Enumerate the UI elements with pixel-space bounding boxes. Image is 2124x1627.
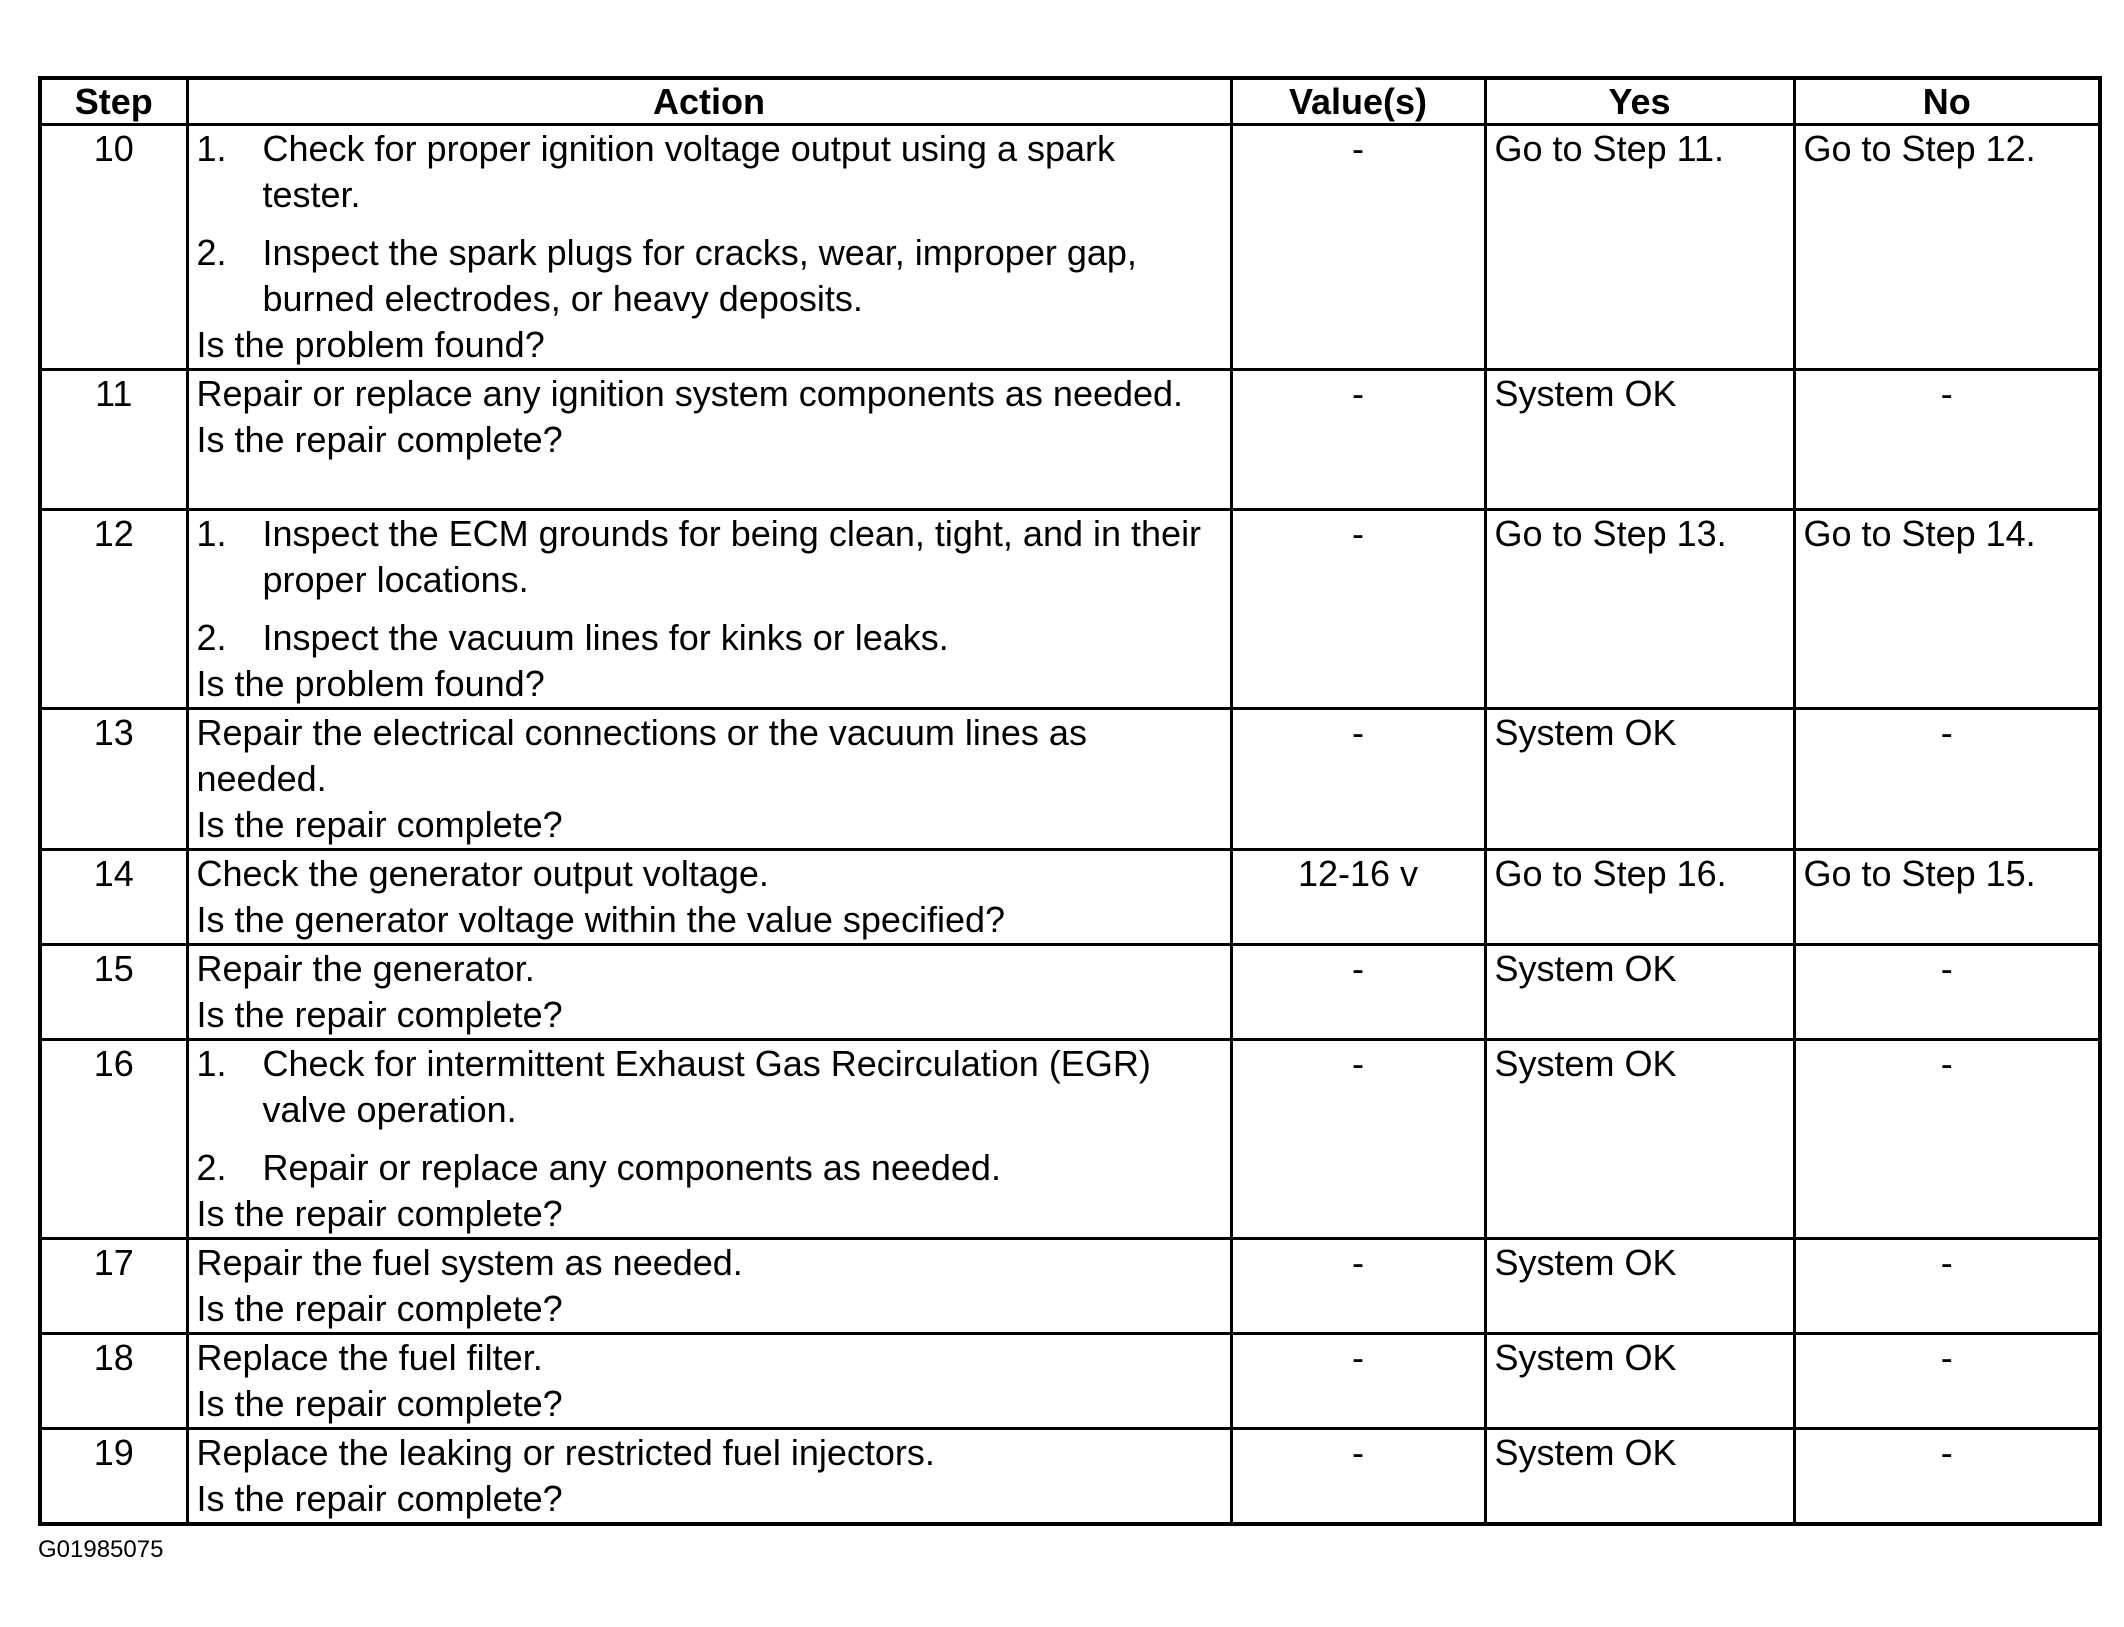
table-row	[40, 1040, 2100, 1239]
table-body	[40, 125, 2100, 1525]
step-cell: 19	[40, 1429, 187, 1525]
action-step-text: Check for intermittent Exhaust Gas Recirculation (EGR) valve operation.	[262, 1043, 1151, 1130]
yes-cell: System OK	[1485, 1429, 1794, 1525]
table-row	[40, 850, 2100, 945]
no-cell: -	[1794, 370, 2100, 510]
step-cell: 17	[40, 1239, 187, 1334]
action-text: Repair or replace any ignition system components as needed.	[196, 373, 1184, 414]
step-cell: 10	[40, 125, 187, 370]
action-question: Is the repair complete?	[196, 1478, 563, 1519]
table-row	[40, 510, 2100, 709]
action-text: Check the generator output voltage.	[196, 853, 769, 894]
value-cell: -	[1231, 709, 1485, 850]
value-cell: -	[1231, 1429, 1485, 1525]
action-cell	[187, 1239, 1231, 1334]
action-steps	[197, 1041, 1222, 1191]
action-step-text: Inspect the vacuum lines for kinks or leaks.	[262, 617, 949, 658]
no-cell: -	[1794, 945, 2100, 1040]
action-question: Is the generator voltage within the value specified?	[196, 899, 1006, 940]
table-row	[40, 1334, 2100, 1429]
figure-code: G01985075	[38, 1536, 164, 1563]
action-cell	[187, 510, 1231, 709]
action-step-text: Repair or replace any components as needed.	[262, 1147, 1001, 1188]
action-cell	[187, 1040, 1231, 1239]
action-step-number: 2.	[196, 617, 227, 658]
step-cell: 11	[40, 370, 187, 510]
yes-cell: Go to Step 13.	[1485, 510, 1794, 709]
yes-cell: System OK	[1485, 945, 1794, 1040]
action-text: Repair the electrical connections or the vacuum lines as needed.	[196, 712, 1087, 799]
yes-cell: System OK	[1485, 1334, 1794, 1429]
action-step	[197, 126, 1222, 218]
step-cell: 18	[40, 1334, 187, 1429]
value-cell: -	[1231, 1334, 1485, 1429]
action-step-number: 1.	[196, 128, 227, 169]
action-cell	[187, 1334, 1231, 1429]
action-question: Is the problem found?	[196, 663, 545, 704]
no-cell: Go to Step 14.	[1794, 510, 2100, 709]
value-cell: -	[1231, 510, 1485, 709]
action-question: Is the repair complete?	[196, 1288, 563, 1329]
diagnostic-table	[38, 76, 2102, 1526]
action-step	[197, 230, 1222, 322]
no-cell: Go to Step 15.	[1794, 850, 2100, 945]
action-step-number: 1.	[196, 513, 227, 554]
action-cell	[187, 945, 1231, 1040]
table-row	[40, 945, 2100, 1040]
action-step-text: Check for proper ignition voltage output using a spark tester.	[262, 128, 1116, 215]
action-cell	[187, 1429, 1231, 1525]
header-step: Step	[40, 78, 187, 125]
action-cell	[187, 850, 1231, 945]
no-cell: -	[1794, 1429, 2100, 1525]
value-cell: -	[1231, 1239, 1485, 1334]
header-yes: Yes	[1485, 78, 1794, 125]
step-cell: 14	[40, 850, 187, 945]
action-step	[197, 1041, 1222, 1133]
step-cell: 16	[40, 1040, 187, 1239]
yes-cell: System OK	[1485, 1040, 1794, 1239]
action-step	[197, 1145, 1222, 1191]
table-row	[40, 1429, 2100, 1525]
yes-cell: Go to Step 11.	[1485, 125, 1794, 370]
action-text: Repair the generator.	[196, 948, 535, 989]
yes-cell: System OK	[1485, 370, 1794, 510]
table-row	[40, 125, 2100, 370]
value-cell: -	[1231, 945, 1485, 1040]
no-cell: -	[1794, 1040, 2100, 1239]
action-question: Is the repair complete?	[196, 1383, 563, 1424]
action-question: Is the problem found?	[196, 324, 545, 365]
action-cell	[187, 125, 1231, 370]
no-cell: -	[1794, 1334, 2100, 1429]
action-step-text: Inspect the spark plugs for cracks, wear, improper gap, burned electrodes, or heavy deposits.	[262, 232, 1137, 319]
action-question: Is the repair complete?	[196, 804, 563, 845]
header-values: Value(s)	[1231, 78, 1485, 125]
value-cell: -	[1231, 370, 1485, 510]
action-text: Replace the leaking or restricted fuel injectors.	[196, 1432, 935, 1473]
yes-cell: Go to Step 16.	[1485, 850, 1794, 945]
action-step-number: 2.	[196, 232, 227, 273]
table-row	[40, 709, 2100, 850]
action-step	[197, 615, 1222, 661]
action-cell	[187, 709, 1231, 850]
action-cell	[187, 370, 1231, 510]
action-text: Replace the fuel filter.	[196, 1337, 543, 1378]
action-step-number: 1.	[196, 1043, 227, 1084]
header-action: Action	[187, 78, 1231, 125]
yes-cell: System OK	[1485, 1239, 1794, 1334]
value-cell: 12-16 v	[1231, 850, 1485, 945]
yes-cell: System OK	[1485, 709, 1794, 850]
no-cell: -	[1794, 1239, 2100, 1334]
step-cell: 13	[40, 709, 187, 850]
action-question: Is the repair complete?	[196, 994, 563, 1035]
value-cell: -	[1231, 125, 1485, 370]
action-step-text: Inspect the ECM grounds for being clean, tight, and in their proper locations.	[262, 513, 1202, 600]
action-step-number: 2.	[196, 1147, 227, 1188]
value-cell: -	[1231, 1040, 1485, 1239]
no-cell: Go to Step 12.	[1794, 125, 2100, 370]
action-question: Is the repair complete?	[196, 1193, 563, 1234]
header-no: No	[1794, 78, 2100, 125]
action-steps	[197, 126, 1222, 322]
action-step	[197, 511, 1222, 603]
action-steps	[197, 511, 1222, 661]
action-question: Is the repair complete?	[196, 419, 563, 460]
table-row	[40, 1239, 2100, 1334]
step-cell: 12	[40, 510, 187, 709]
step-cell: 15	[40, 945, 187, 1040]
action-text: Repair the fuel system as needed.	[196, 1242, 743, 1283]
table-row	[40, 370, 2100, 510]
no-cell: -	[1794, 709, 2100, 850]
header-row	[40, 78, 2100, 125]
